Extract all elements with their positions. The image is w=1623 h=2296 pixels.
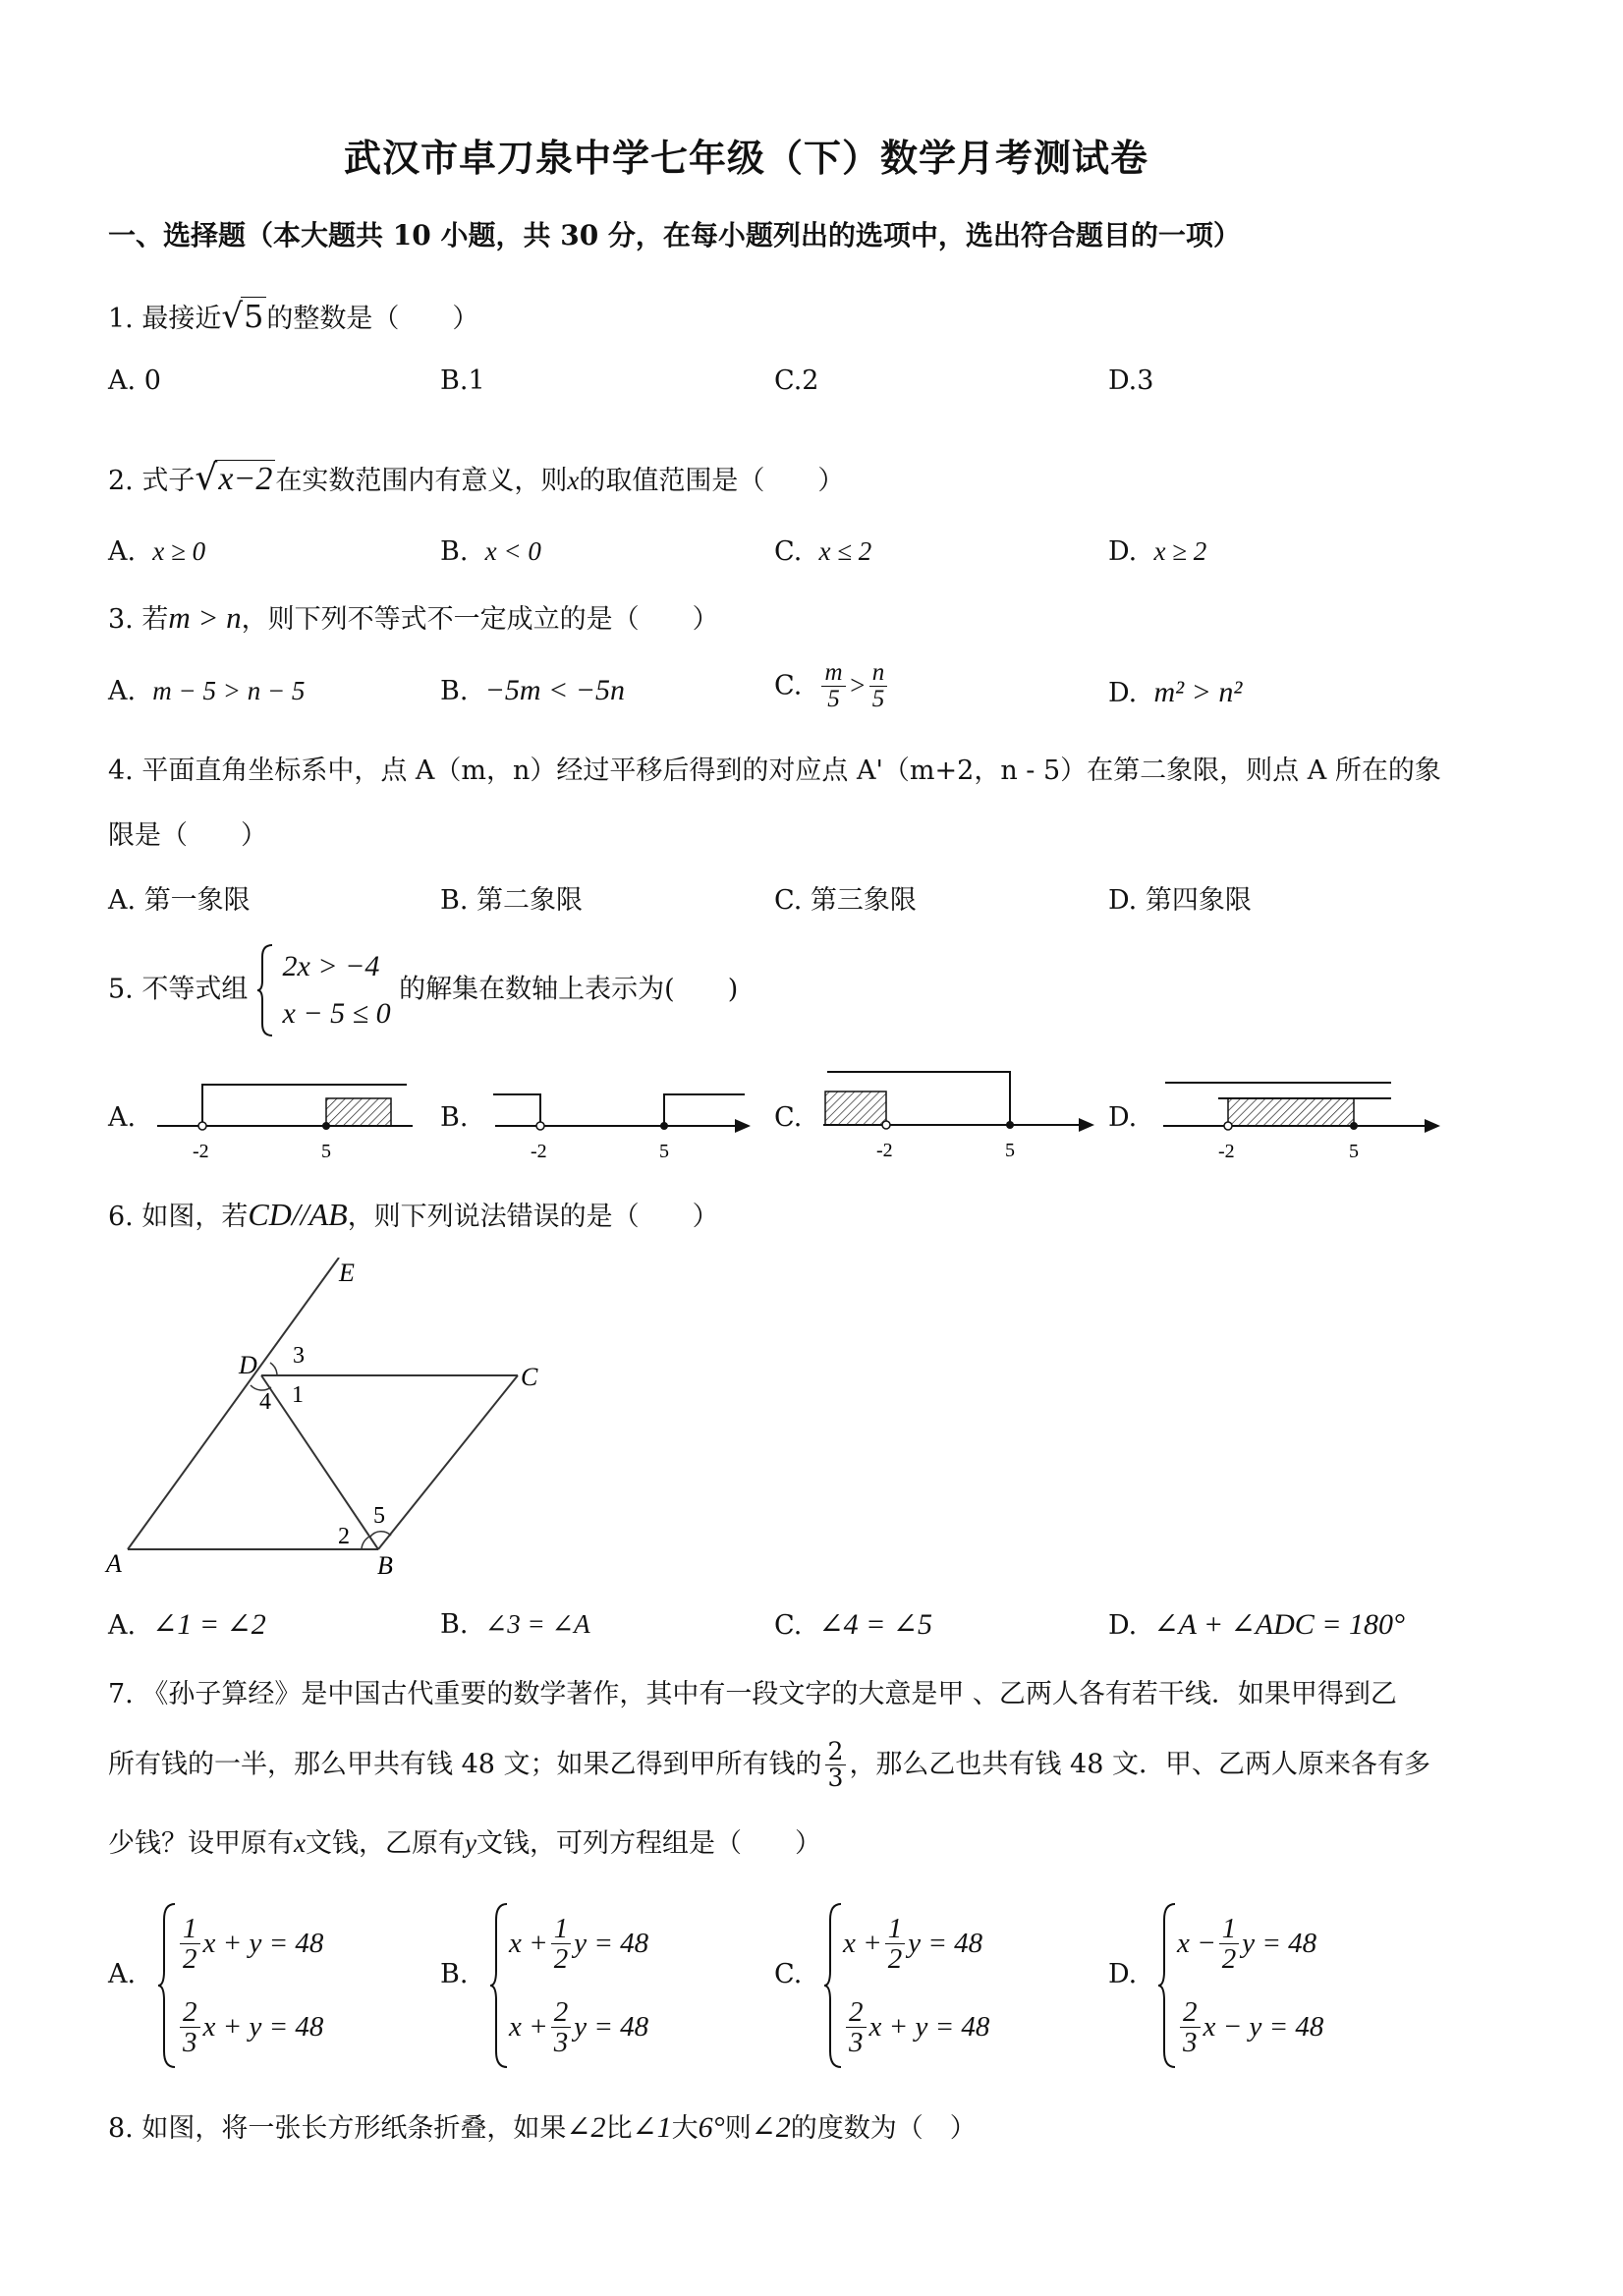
q6-option-b[interactable]: B. ∠3 = ∠A xyxy=(440,1609,590,1640)
q2-option-c[interactable]: C. x ≤ 2 xyxy=(774,536,872,567)
section-heading: 一、选择题（本大题共 10 小题，共 30 分，在每小题列出的选项中，选出符合题目的一项） xyxy=(108,219,1241,252)
q5-numberline-c[interactable] xyxy=(821,1066,1106,1169)
q5-option-c[interactable]: C. xyxy=(774,1102,803,1133)
brace-icon xyxy=(1157,1902,1177,2069)
q5-option-d[interactable]: D. xyxy=(1108,1102,1138,1133)
q3-option-a[interactable]: A. m − 5 > n − 5 xyxy=(108,676,306,706)
question-4-stem-line2: 限是（ ） xyxy=(108,820,267,851)
label-D: D xyxy=(239,1351,257,1379)
brace-icon xyxy=(256,943,274,1037)
question-2-stem: 2. 式子√x−2 在实数范围内有意义，则x的取值范围是（ ） xyxy=(108,458,845,498)
question-5-stem: 5. 不等式组 2x > −4 x − 5 ≤ 0 的解集在数轴上表示为( ) xyxy=(108,943,738,1037)
q4-option-d[interactable]: D. 第四象限 xyxy=(1108,885,1252,916)
tick-label: 5 xyxy=(321,1141,331,1162)
question-7-stem-line1: 7. 《孙子算经》是中国古代重要的数学著作，其中有一段文字的大意是甲 、乙两人各有若干线．如果甲得到乙 xyxy=(108,1679,1397,1709)
brace-icon xyxy=(157,1902,177,2069)
label-A: A xyxy=(106,1549,122,1578)
q4-option-a[interactable]: A. 第一象限 xyxy=(108,885,251,916)
angle-label-5: 5 xyxy=(373,1503,385,1529)
question-1-stem: 1. 最接近√5 的整数是（ ） xyxy=(108,297,479,336)
q5-numberline-d[interactable] xyxy=(1159,1071,1454,1169)
brace-icon xyxy=(489,1902,509,2069)
tick-label: 5 xyxy=(1005,1140,1015,1161)
q7-option-a[interactable]: A. $\frac{1}{2}$ x + y = 48 $\frac{2}{3}$ x + y = 48 xyxy=(108,1902,403,2069)
q5-option-b[interactable]: B. xyxy=(440,1102,469,1133)
label-E: E xyxy=(339,1259,355,1287)
q7-option-b[interactable]: B. x + $\frac{1}{2}$ y = 48 x + $\frac{2}{3}$ y = 48 xyxy=(440,1902,735,2069)
q4-option-c[interactable]: C. 第三象限 xyxy=(774,885,917,916)
question-3-stem: 3. 若m > n，则下列不等式不一定成立的是（ ） xyxy=(108,600,719,635)
tick-label: 5 xyxy=(1349,1141,1359,1162)
tick-label: -2 xyxy=(193,1141,209,1162)
q2-option-b[interactable]: B. x < 0 xyxy=(440,536,541,567)
q7-option-d[interactable]: D. x − $\frac{1}{2}$ y = 48 $\frac{2}{3}$ x − y = 48 xyxy=(1108,1902,1423,2069)
q6-option-c[interactable]: C. ∠4 = ∠5 xyxy=(774,1608,932,1641)
q4-option-b[interactable]: B. 第二象限 xyxy=(440,885,584,916)
q1-option-b[interactable]: B.1 xyxy=(440,365,485,396)
q5-option-a[interactable]: A. xyxy=(108,1102,137,1133)
question-4-stem-line1: 4. 平面直角坐标系中，点 A（m，n）经过平移后得到的对应点 A'（m+2，n - 5）在第二象限，则点 A 所在的象 xyxy=(108,756,1441,786)
tick-label: -2 xyxy=(531,1141,547,1162)
q1-option-c[interactable]: C.2 xyxy=(774,365,819,396)
label-B: B xyxy=(377,1551,393,1580)
q6-option-d[interactable]: D. ∠A + ∠ADC = 180° xyxy=(1108,1608,1405,1641)
q3-option-b[interactable]: B. −5m < −5n xyxy=(440,674,626,706)
q2-option-d[interactable]: D. x ≥ 2 xyxy=(1108,536,1207,567)
tick-label: 5 xyxy=(659,1141,669,1162)
angle-label-4: 4 xyxy=(259,1389,271,1415)
question-8-stem: 8. 如图，将一张长方形纸条折叠，如果∠2比∠1大6°则∠2的度数为（ ） xyxy=(108,2111,977,2144)
angle-label-1: 1 xyxy=(292,1382,304,1408)
q7-option-c[interactable]: C. x + $\frac{1}{2}$ y = 48 $\frac{2}{3}$ x + y = 48 xyxy=(774,1902,1069,2069)
label-C: C xyxy=(521,1363,538,1391)
tick-label: -2 xyxy=(1218,1141,1235,1162)
q6-option-a[interactable]: A. ∠1 = ∠2 xyxy=(108,1608,266,1641)
q1-option-d[interactable]: D.3 xyxy=(1108,365,1154,396)
q1-option-a[interactable]: A. 0 xyxy=(108,365,161,396)
tick-label: -2 xyxy=(876,1140,893,1161)
q3-option-d[interactable]: D. m² > n² xyxy=(1108,676,1243,708)
angle-label-2: 2 xyxy=(338,1524,350,1549)
page-title: 武汉市卓刀泉中学七年级（下）数学月考测试卷 xyxy=(344,136,1149,180)
q5-numberline-a[interactable] xyxy=(147,1071,422,1169)
q3-option-c[interactable]: C. $\frac{m}{5}$ > $\frac{n}{5}$ xyxy=(774,660,890,713)
brace-icon xyxy=(823,1902,843,2069)
question-7-stem-line2: 所有钱的一半，那么甲共有钱 48 文；如果乙得到甲所有钱的 $\frac{2}{3}$ ，那么乙也共有钱 48 文．甲、乙两人原来各有多 xyxy=(108,1737,1430,1793)
question-6-stem: 6. 如图，若CD//AB，则下列说法错误的是（ ） xyxy=(108,1197,719,1232)
q6-geometry-figure xyxy=(98,1258,570,1582)
q5-numberline-b[interactable] xyxy=(485,1071,760,1169)
angle-label-3: 3 xyxy=(293,1343,305,1369)
question-7-stem-line3: 少钱？设甲原有x文钱，乙原有y文钱，可列方程组是（ ） xyxy=(108,1828,821,1859)
q2-option-a[interactable]: A. x ≥ 0 xyxy=(108,536,206,567)
